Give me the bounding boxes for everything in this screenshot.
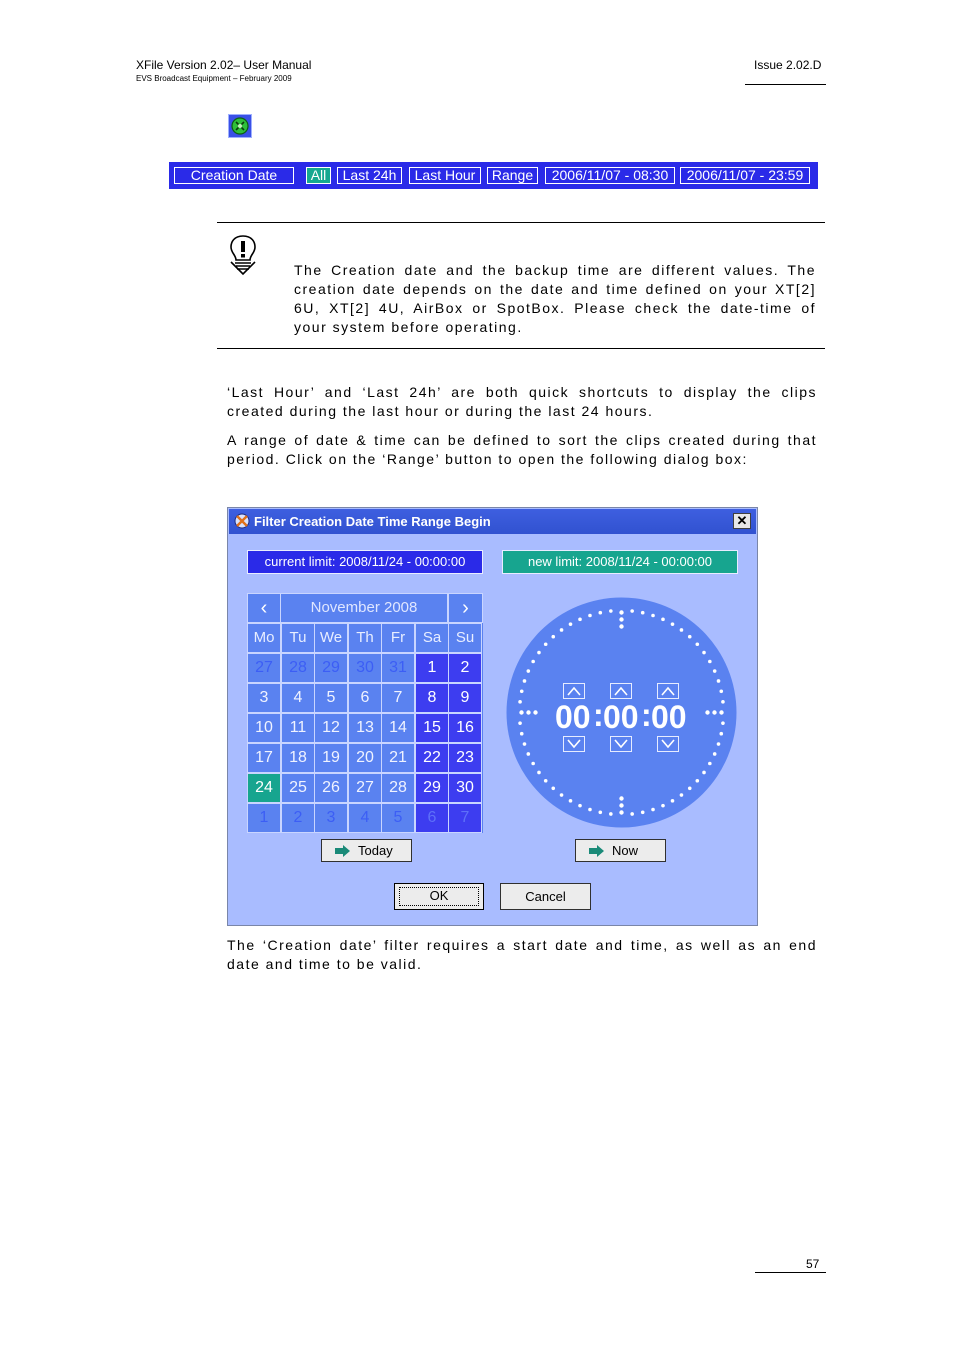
calendar-day[interactable]: 13	[348, 713, 382, 743]
calendar	[247, 593, 483, 833]
all-button[interactable]: All	[306, 167, 331, 184]
calendar-day[interactable]: 16	[448, 713, 482, 743]
calendar-day[interactable]: 12	[314, 713, 348, 743]
clock-tick	[680, 793, 684, 797]
calendar-day[interactable]: 28	[381, 773, 415, 803]
paragraph-filter-requirement: The ‘Creation date’ filter requires a start date and time, as well as an end date and time to be valid.	[227, 937, 817, 972]
seconds-up-button[interactable]	[657, 683, 679, 699]
last-hour-button[interactable]: Last Hour	[409, 167, 481, 184]
clock-tick	[696, 642, 700, 646]
note-top-rule	[217, 222, 825, 223]
calendar-day[interactable]: 25	[281, 773, 315, 803]
clock-tick	[619, 624, 623, 628]
calendar-day[interactable]: 31	[381, 653, 415, 683]
calendar-day[interactable]: 27	[247, 653, 281, 683]
clock-tick	[721, 700, 725, 704]
clock-tick	[518, 721, 522, 725]
clock-tick	[531, 762, 535, 766]
last-24h-button[interactable]: Last 24h	[337, 167, 402, 184]
calendar-day[interactable]: 14	[381, 713, 415, 743]
clock-tick	[708, 660, 712, 664]
clock-tick	[523, 742, 527, 746]
clock-tick	[712, 710, 716, 714]
header-issue: Issue 2.02.D	[754, 58, 822, 72]
clock-tick	[598, 611, 602, 615]
clock-tick	[518, 700, 522, 704]
calendar-day[interactable]: 22	[415, 743, 449, 773]
clock-tick	[721, 721, 725, 725]
clock-tick	[671, 799, 675, 803]
clock-tick	[702, 651, 706, 655]
today-button[interactable]	[321, 839, 412, 862]
page-number: 57	[806, 1257, 820, 1271]
clock-tick	[719, 710, 723, 714]
calendar-day[interactable]: 5	[314, 683, 348, 713]
minutes-down-button[interactable]	[610, 736, 632, 752]
clock-tick	[630, 812, 634, 816]
clock-tick	[544, 779, 548, 783]
clock-tick	[708, 762, 712, 766]
clock-tick	[719, 689, 723, 693]
minutes-up-button[interactable]	[610, 683, 632, 699]
clock-tick	[569, 799, 573, 803]
calendar-day[interactable]: 8	[415, 683, 449, 713]
calendar-day[interactable]: 30	[348, 653, 382, 683]
clock-tick	[696, 779, 700, 783]
calendar-day[interactable]: 21	[381, 743, 415, 773]
clock-tick	[569, 622, 573, 626]
time-separator-1: :	[593, 697, 604, 733]
next-month-button[interactable]: ›	[448, 593, 483, 623]
clock-tick	[609, 609, 613, 613]
weekday-header: Fr	[381, 623, 415, 653]
calendar-day[interactable]: 9	[448, 683, 482, 713]
calendar-day[interactable]: 29	[415, 773, 449, 803]
today-button-label: Today	[358, 843, 393, 858]
weekday-header: Th	[348, 623, 382, 653]
note-text: The Creation date and the backup time are different values. The creation date depends on the date and time defined on your XT[2] 6U, XT[2] 4U, AirBox or SpotBox. Please check the date-time of your system before operating.	[294, 262, 816, 335]
calendar-day[interactable]: 20	[348, 743, 382, 773]
clock-tick	[619, 803, 623, 807]
prev-month-button[interactable]: ‹	[247, 593, 281, 623]
clock-tick	[551, 635, 555, 639]
filter-date-dialog	[227, 507, 758, 926]
clock-tick	[588, 614, 592, 618]
calendar-day[interactable]: 19	[314, 743, 348, 773]
clock-tick	[619, 610, 623, 614]
dialog-title: Filter Creation Date Time Range Begin	[254, 514, 491, 529]
clock-tick	[641, 810, 645, 814]
clock-tick	[641, 611, 645, 615]
clock-tick	[609, 812, 613, 816]
clock-tick	[560, 793, 564, 797]
clock-tick	[598, 810, 602, 814]
clock-tick	[619, 796, 623, 800]
new-limit: new limit: 2008/11/24 - 00:00:00	[502, 550, 738, 574]
time-minutes[interactable]: 00	[603, 699, 639, 735]
calendar-day[interactable]: 29	[314, 653, 348, 683]
clock-tick	[651, 808, 655, 812]
clock-tick	[519, 710, 523, 714]
weekday-header: Tu	[281, 623, 315, 653]
calendar-day[interactable]: 7	[448, 803, 482, 833]
focus-rectangle	[399, 887, 479, 906]
close-icon[interactable]: ✕	[733, 513, 751, 529]
clock-tick	[578, 804, 582, 808]
clock-tick	[688, 787, 692, 791]
dialog-titlebar[interactable]	[229, 509, 756, 534]
calendar-day[interactable]: 4	[281, 683, 315, 713]
warning-note-icon	[226, 234, 260, 281]
range-start-field[interactable]: 2006/11/07 - 08:30	[545, 167, 675, 184]
range-end-field[interactable]: 2006/11/07 - 23:59	[680, 167, 810, 184]
clock-tick	[544, 642, 548, 646]
clock-tick	[526, 710, 530, 714]
time-separator-2: :	[641, 697, 652, 733]
clock-tick	[717, 679, 721, 683]
clock-tick	[661, 618, 665, 622]
calendar-day[interactable]: 5	[381, 803, 415, 833]
cancel-button[interactable]: Cancel	[500, 883, 591, 910]
weekday-header: Su	[448, 623, 482, 653]
clock-tick	[630, 609, 634, 613]
clock-tick	[527, 669, 531, 673]
app-icon	[234, 513, 250, 534]
clock-tick	[713, 752, 717, 756]
current-limit: current limit: 2008/11/24 - 00:00:00	[247, 550, 483, 574]
clock-tick	[537, 651, 541, 655]
time-picker	[505, 596, 738, 829]
calendar-day[interactable]: 3	[247, 683, 281, 713]
clock-tick	[680, 628, 684, 632]
calendar-month: November 2008	[280, 593, 448, 623]
clock-tick	[661, 804, 665, 808]
clock-tick	[719, 732, 723, 736]
calendar-day[interactable]: 18	[281, 743, 315, 773]
seconds-down-button[interactable]	[657, 736, 679, 752]
calendar-day[interactable]: 2	[448, 653, 482, 683]
clock-tick	[619, 810, 623, 814]
clock-tick	[537, 771, 541, 775]
clock-tick	[713, 669, 717, 673]
creation-date-button[interactable]: Creation Date	[174, 167, 294, 184]
clock-tick	[705, 710, 709, 714]
calendar-day[interactable]: 27	[348, 773, 382, 803]
clock-tick	[523, 679, 527, 683]
calendar-day[interactable]: 6	[348, 683, 382, 713]
arrow-right-icon	[334, 844, 352, 858]
time-hours[interactable]: 00	[555, 699, 591, 735]
calendar-day[interactable]: 17	[247, 743, 281, 773]
range-button[interactable]: Range	[487, 167, 538, 184]
calendar-day[interactable]: 3	[314, 803, 348, 833]
weekday-header: Sa	[415, 623, 449, 653]
calendar-day[interactable]: 7	[381, 683, 415, 713]
paragraph-shortcuts: ‘Last Hour’ and ‘Last 24h’ are both quick shortcuts to display the clips created during the last hour or during the last 24 hours.	[227, 384, 817, 419]
clock-tick	[527, 752, 531, 756]
clock-tick	[551, 787, 555, 791]
calendar-day[interactable]: 26	[314, 773, 348, 803]
hours-up-button[interactable]	[563, 683, 585, 699]
header-subtitle: EVS Broadcast Equipment – February 2009	[136, 74, 292, 83]
clock-tick	[560, 628, 564, 632]
time-seconds[interactable]: 00	[651, 699, 687, 735]
clock-tick	[533, 710, 537, 714]
header-title: XFile Version 2.02– User Manual	[136, 58, 312, 72]
clock-tick	[702, 771, 706, 775]
note-bottom-rule	[217, 348, 825, 349]
now-button[interactable]	[575, 839, 666, 862]
ok-button[interactable]	[394, 883, 484, 910]
calendar-day[interactable]: 10	[247, 713, 281, 743]
clock-tick	[588, 808, 592, 812]
arrow-right-icon	[588, 844, 606, 858]
calendar-day[interactable]: 1	[415, 653, 449, 683]
green-clock-icon	[228, 114, 252, 138]
calendar-day[interactable]: 23	[448, 743, 482, 773]
calendar-day[interactable]: 11	[281, 713, 315, 743]
clock-tick	[531, 660, 535, 664]
calendar-day[interactable]: 24	[247, 773, 281, 803]
calendar-day[interactable]: 4	[348, 803, 382, 833]
weekday-header: Mo	[247, 623, 281, 653]
calendar-day[interactable]: 15	[415, 713, 449, 743]
hours-down-button[interactable]	[563, 736, 585, 752]
calendar-day[interactable]: 28	[281, 653, 315, 683]
clock-tick	[578, 618, 582, 622]
weekday-header: We	[314, 623, 348, 653]
calendar-day[interactable]: 6	[415, 803, 449, 833]
clock-tick	[671, 622, 675, 626]
paragraph-range: A range of date & time can be defined to sort the clips created during that period. Click on the ‘Range’ button to open the following dialog box:	[227, 432, 817, 467]
clock-tick	[717, 742, 721, 746]
calendar-day[interactable]: 1	[247, 803, 281, 833]
now-button-label: Now	[612, 843, 639, 858]
clock-tick	[520, 732, 524, 736]
filter-bar	[169, 162, 818, 189]
calendar-day[interactable]: 30	[448, 773, 482, 803]
clock-tick	[619, 617, 623, 621]
header-rule	[745, 84, 826, 85]
clock-tick	[520, 689, 524, 693]
footer-rule	[755, 1272, 826, 1273]
clock-tick	[688, 635, 692, 639]
ok-button-label: OK	[429, 888, 449, 903]
clock-tick	[651, 614, 655, 618]
calendar-day[interactable]: 2	[281, 803, 315, 833]
